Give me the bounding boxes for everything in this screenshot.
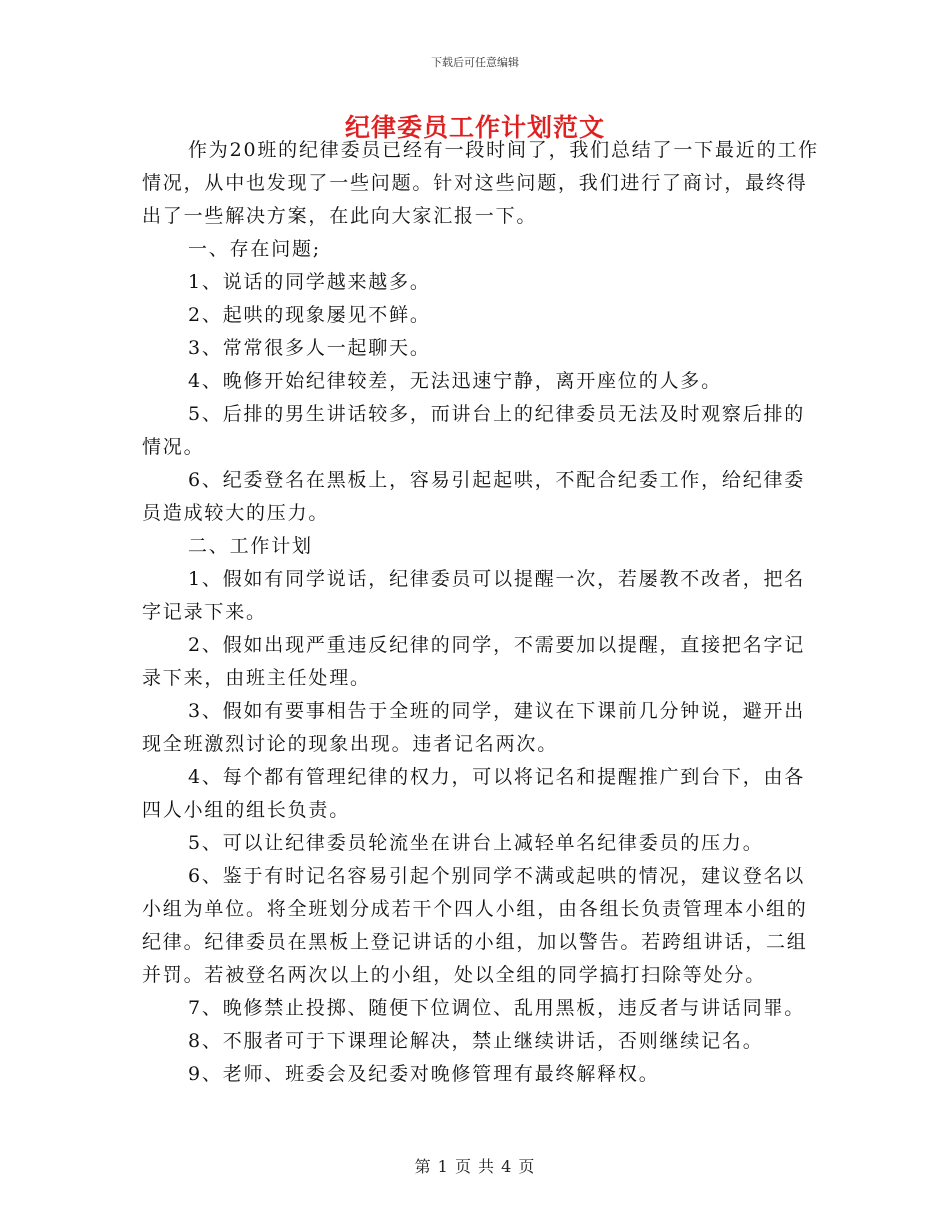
paragraph-intro: 作为20班的纪律委员已经有一段时间了，我们总结了一下最近的工作情况，从中也发现了一些问题。针对这些问题，我们进行了商讨，最终得出了一些解决方案，在此向大家汇报一下。 bbox=[142, 139, 819, 227]
plan-item: 1、假如有同学说话，纪律委员可以提醒一次，若屡教不改者，把名字记录下来。 bbox=[142, 568, 806, 623]
problem-item: 3、常常很多人一起聊天。 bbox=[188, 337, 431, 359]
problem-item: 5、后排的男生讲话较多，而讲台上的纪律委员无法及时观察后排的情况。 bbox=[142, 403, 806, 458]
problem-item: 4、晚修开始纪律较差，无法迅速宁静，离开座位的人多。 bbox=[188, 370, 722, 392]
page-footer: 第 1 页 共 4 页 bbox=[414, 1157, 536, 1176]
plan-item: 8、不服者可于下课理论解决，禁止继续讲话，否则继续记名。 bbox=[188, 1030, 764, 1052]
plan-item: 6、鉴于有时记名容易引起个别同学不满或起哄的情况，建议登名以小组为单位。将全班划分成若干个四人小组，由各组长负责管理本小组的纪律。纪律委员在黑板上登记讲话的小组，加以警告。若跨组讲话，二组并罚。若被登名两次以上的小组，处以全组的同学搞打扫除等处分。 bbox=[142, 865, 808, 986]
plan-item: 7、晚修禁止投掷、随便下位调位、乱用黑板，违反者与讲话同罪。 bbox=[188, 997, 806, 1019]
plan-item: 4、每个都有管理纪律的权力，可以将记名和提醒推广到台下，由各四人小组的组长负责。 bbox=[142, 766, 806, 821]
problem-item: 2、起哄的现象屡见不鲜。 bbox=[188, 304, 431, 326]
plan-item: 2、假如出现严重违反纪律的同学，不需要加以提醒，直接把名字记录下来，由班主任处理。 bbox=[142, 634, 806, 689]
section-heading-plan: 二、工作计划 bbox=[188, 535, 313, 557]
section-heading-problems: 一、存在问题; bbox=[188, 238, 322, 260]
plan-item: 3、假如有要事相告于全班的同学，建议在下课前几分钟说，避开出现全班激烈讨论的现象出现。违者记名两次。 bbox=[142, 700, 806, 755]
document-body bbox=[142, 134, 822, 1091]
problem-item: 6、纪委登名在黑板上，容易引起起哄，不配合纪委工作，给纪律委员造成较大的压力。 bbox=[142, 469, 806, 524]
plan-item: 9、老师、班委会及纪委对晚修管理有最终解释权。 bbox=[188, 1063, 660, 1085]
problem-item: 1、说话的同学越来越多。 bbox=[188, 271, 431, 293]
header-note: 下载后可任意编辑 bbox=[431, 56, 519, 69]
plan-item: 5、可以让纪律委员轮流坐在讲台上减轻单名纪律委员的压力。 bbox=[188, 832, 764, 854]
document-title: 纪律委员工作计划范文 bbox=[344, 113, 605, 142]
